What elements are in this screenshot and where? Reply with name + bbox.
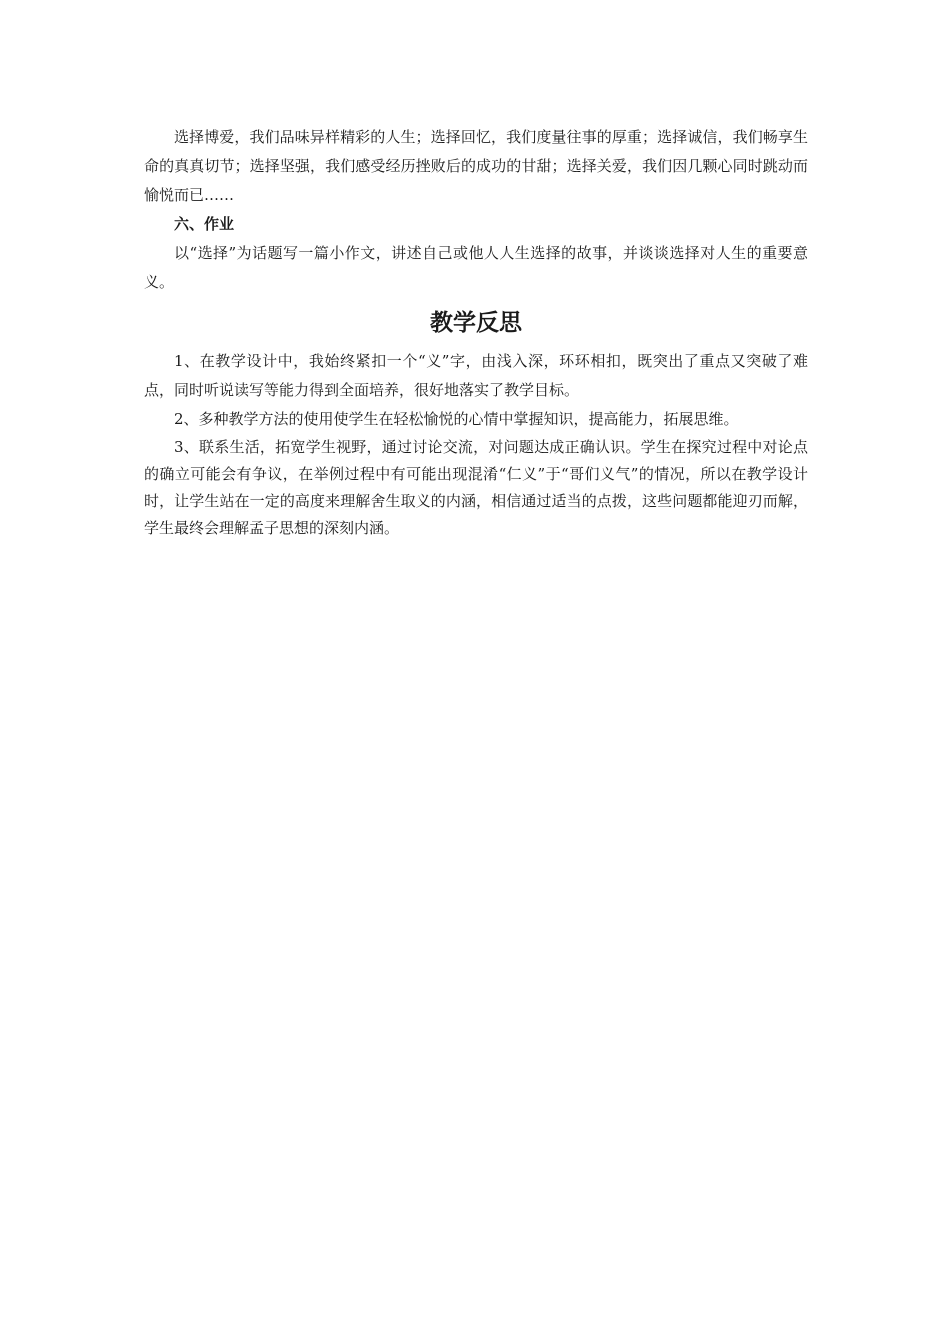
homework-paragraph: 以“选择”为话题写一篇小作文，讲述自己或他人人生选择的故事，并谈谈选择对人生的重要意义。	[144, 244, 808, 291]
reflection-item-3: 3、联系生活，拓宽学生视野，通过讨论交流，对问题达成正确认识。学生在探究过程中对论点的确立可能会有争议，在举例过程中有可能出现混淆“仁义”于“哥们义气”的情况，所以在教学设计时，让学生站在一定的高度来理解舍生取义的内涵，相信通过适当的点拨，这些问题都能迎刃而解，学生最终会理解孟子思想的深刻内涵。	[144, 438, 808, 537]
reflection-item-2: 2、多种教学方法的使用使学生在轻松愉悦的心情中掌握知识，提高能力，拓展思维。	[174, 410, 739, 428]
reflection-title: 教学反思	[430, 310, 522, 336]
intro-paragraph: 选择博爱，我们品味异样精彩的人生；选择回忆，我们度量往事的厚重；选择诚信，我们畅享生命的真真切节；选择坚强，我们感受经历挫败后的成功的甘甜；选择关爱，我们因几颗心同时跳动而愉悦而已……	[144, 128, 808, 204]
document-page	[144, 123, 808, 542]
section-six-heading: 六、作业	[174, 215, 235, 233]
reflection-item-1: 1、在教学设计中，我始终紧扣一个“义”字，由浅入深，环环相扣，既突出了重点又突破了难点，同时听说读写等能力得到全面培养，很好地落实了教学目标。	[144, 352, 808, 399]
